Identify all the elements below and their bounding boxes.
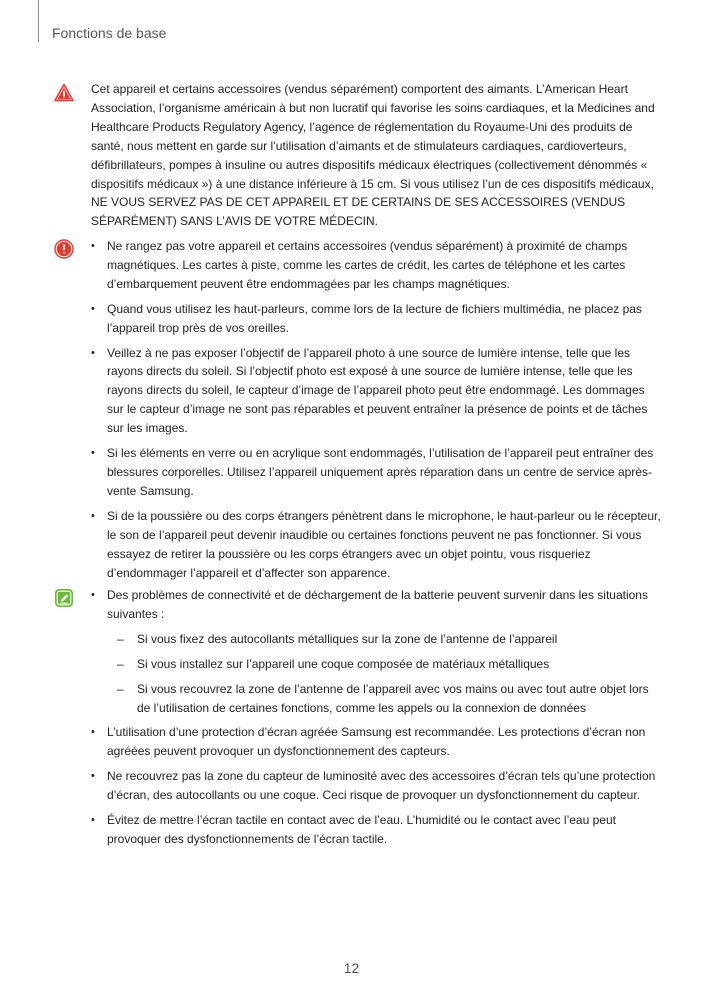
caution-list bbox=[91, 237, 661, 588]
header-rule bbox=[38, 0, 39, 42]
list-item: • Ne rangez pas votre appareil et certains accessoires (vendus séparément) à proximité de champs magnétiques. Les cartes à piste, comme les cartes de crédit, les cartes de téléphone et les cartes d’embarquement peuvent être endommagées par les champs magnétiques. bbox=[91, 237, 661, 294]
note-list bbox=[91, 586, 661, 855]
caution-exclamation-icon bbox=[54, 239, 74, 259]
list-item: • Si les éléments en verre ou en acrylique sont endommagés, l’utilisation de l’appareil peut entraîner des blessures corporelles. Utilisez l’appareil uniquement après réparation dans un centre de service après-vente Samsung. bbox=[91, 444, 661, 501]
warning-paragraph: Cet appareil et certains accessoires (vendus séparément) comportent des aimants. L’American Heart Association, l’organisme américain à but non lucratif qui favorise les soins cardiaques, et la Medicines and Healthcare Products Regulatory Agency, l’agence de réglementation du Royaume-Uni des produits de santé, nous mettent en garde sur l’utilisation d’aimants et de stimulateurs cardiaques, cardioverteurs, défibrillateurs, pompes à insuline ou autres dispositifs médicaux électriques (collectivement dénommés « dispositifs médicaux ») à une distance inférieure à 15 cm. Si vous utilisez l’un de ces dispositifs médicaux, NE VOUS SERVEZ PAS DE CET APPAREIL ET DE CERTAINS DE SES ACCESSOIRES (VENDUS SÉPARÉMENT) SANS L’AVIS DE VOTRE MÉDECIN. bbox=[91, 82, 655, 229]
warning-triangle-icon bbox=[54, 83, 74, 103]
list-item: • L’utilisation d’une protection d’écran agréée Samsung est recommandée. Les protections d’écran non agréées peuvent provoquer un dysfonctionnement des capteurs. bbox=[91, 723, 661, 761]
section-title: Fonctions de base bbox=[52, 25, 167, 41]
sub-list bbox=[107, 630, 661, 718]
list-item: • Évitez de mettre l’écran tactile en contact avec de l’eau. L’humidité ou le contact avec l’eau peut provoquer des dysfonctionnements de l’écran tactile. bbox=[91, 811, 661, 849]
page-number: 12 bbox=[343, 960, 360, 976]
list-item: • Quand vous utilisez les haut-parleurs, comme lors de la lecture de fichiers multimédia, ne placez pas l’appareil trop près de vos oreilles. bbox=[91, 300, 661, 338]
list-item bbox=[91, 586, 661, 717]
note-pencil-icon bbox=[54, 588, 74, 608]
list-item: • Si de la poussière ou des corps étrangers pénètrent dans le microphone, le haut-parleur ou le récepteur, le son de l’appareil peut devenir inaudible ou certaines fonctions peuvent ne pas fonctionner. Si vous essayez de retirer la poussière ou les corps étrangers avec un objet pointu, vous risqueriez d’endommager l’appareil et d’affecter son apparence. bbox=[91, 507, 661, 583]
list-item: • Ne recouvrez pas la zone du capteur de luminosité avec des accessoires d’écran tels qu’une protection d’écran, des autocollants ou une coque. Ceci risque de provoquer un dysfonctionnement du capteur. bbox=[91, 767, 661, 805]
sub-list-item: – Si vous fixez des autocollants métalliques sur la zone de l’antenne de l’appareil bbox=[107, 630, 661, 649]
sub-list-item: – Si vous recouvrez la zone de l’antenne de l’appareil avec vos mains ou avec tout autre objet lors de l’utilisation de certaines fonctions, comme les appels ou la connexion de données bbox=[107, 680, 661, 718]
list-item-text: Des problèmes de connectivité et de déchargement de la batterie peuvent survenir dans les situations suivantes : bbox=[107, 588, 648, 621]
list-item: • Veillez à ne pas exposer l’objectif de l’appareil photo à une source de lumière intense, telle que les rayons directs du soleil. Si l’objectif photo est exposé à une source de lumière intense, telle que les rayons directs du soleil, le capteur d’image de l’appareil photo peut être endommagé. Les dommages sur le capteur d’image ne sont pas réparables et peuvent entraîner la présence de points et de tâches sur les images. bbox=[91, 344, 661, 439]
sub-list-item: – Si vous installez sur l’appareil une coque composée de matériaux métalliques bbox=[107, 655, 661, 674]
